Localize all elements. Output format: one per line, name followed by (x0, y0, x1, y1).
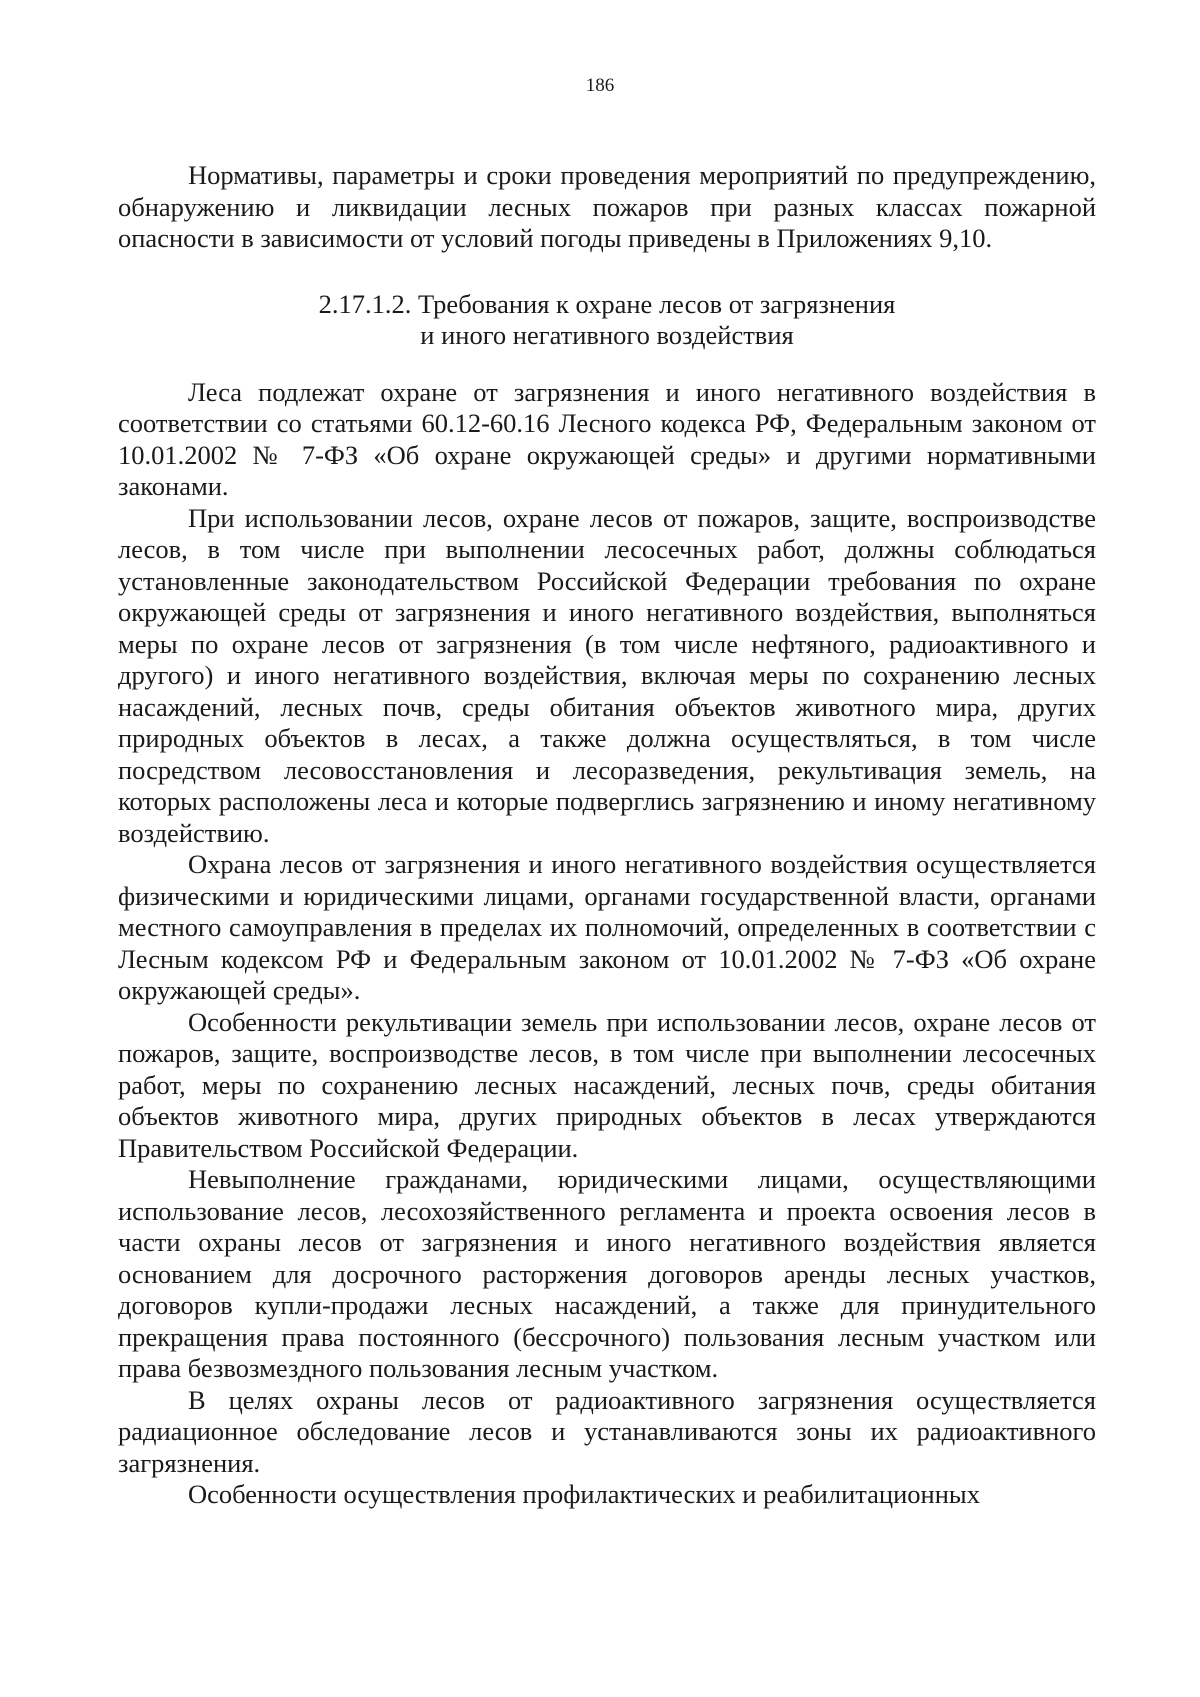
paragraph: В целях охраны лесов от радиоактивного загрязнения осуществляется радиационное обследование лесов и устанавливаются зоны их радиоактивного загрязнения. (118, 1384, 1096, 1478)
paragraph: Леса подлежат охране от загрязнения и иного негативного воздействия в соответствии со статьями 60.12-60.16 Лесного кодекса РФ, Федеральным законом от 10.01.2002 № 7-ФЗ «Об охране окружающей среды» и другими нормативными законами. (118, 376, 1096, 501)
intro-paragraph: Нормативы, параметры и сроки проведения мероприятий по предупреждению, обнаружению и ликвидации лесных пожаров при разных классах пожарной опасности в зависимости от условий погоды приведены в Приложениях 9,10. (118, 160, 1096, 253)
section-heading-line-1: 2.17.1.2. Требования к охране лесов от загрязнения (318, 288, 896, 319)
section-heading (118, 289, 1096, 352)
paragraph: Невыполнение гражданами, юридическими лицами, осуществляющими использование лесов, лесохозяйственного регламента и проекта освоения лесов в части охраны лесов от загрязнения и иного негативного воздействия является основанием для досрочного расторжения договоров аренды лесных участков, договоров купли-продажи лесных насаждений, а также для принудительного прекращения права постоянного (бессрочного) пользования лесным участком или права безвозмездного пользования лесным участком. (118, 1164, 1096, 1383)
section-heading-line-2: и иного негативного воздействия (420, 320, 794, 350)
document-body (118, 160, 1096, 1511)
page-number: 186 (585, 75, 615, 96)
paragraph: Охрана лесов от загрязнения и иного негативного воздействия осуществляется физическими и юридическими лицами, органами государственной власти, органами местного самоуправления в пределах их полномочий, определенных в соответствии с Лесным кодексом РФ и Федеральным законом от 10.01.2002 № 7-ФЗ «Об охране окружающей среды». (118, 849, 1096, 1005)
paragraph: Особенности рекультивации земель при использовании лесов, охране лесов от пожаров, защите, воспроизводстве лесов, в том числе при выполнении лесосечных работ, меры по сохранению лесных насаждений, лесных почв, среды обитания объектов животного мира, других природных объектов в лесах утверждаются Правительством Российской Федерации. (118, 1006, 1096, 1163)
paragraph: При использовании лесов, охране лесов от пожаров, защите, воспроизводстве лесов, в том числе при выполнении лесосечных работ, должны соблюдаться установленные законодательством Российской Федерации требования по охране окружающей среды от загрязнения и иного негативного воздействия, выполняться меры по охране лесов от загрязнения (в том числе нефтяного, радиоактивного и другого) и иного негативного воздействия, включая меры по сохранению лесных насаждений, лесных почв, среды обитания объектов животного мира, других природных объектов в лесах, а также должна осуществляться, в том числе посредством лесовосстановления и лесоразведения, рекультивация земель, на которых расположены леса и которые подверглись загрязнению и иному негативному воздействию. (118, 502, 1096, 848)
paragraph: Особенности осуществления профилактических и реабилитационных (188, 1479, 980, 1509)
